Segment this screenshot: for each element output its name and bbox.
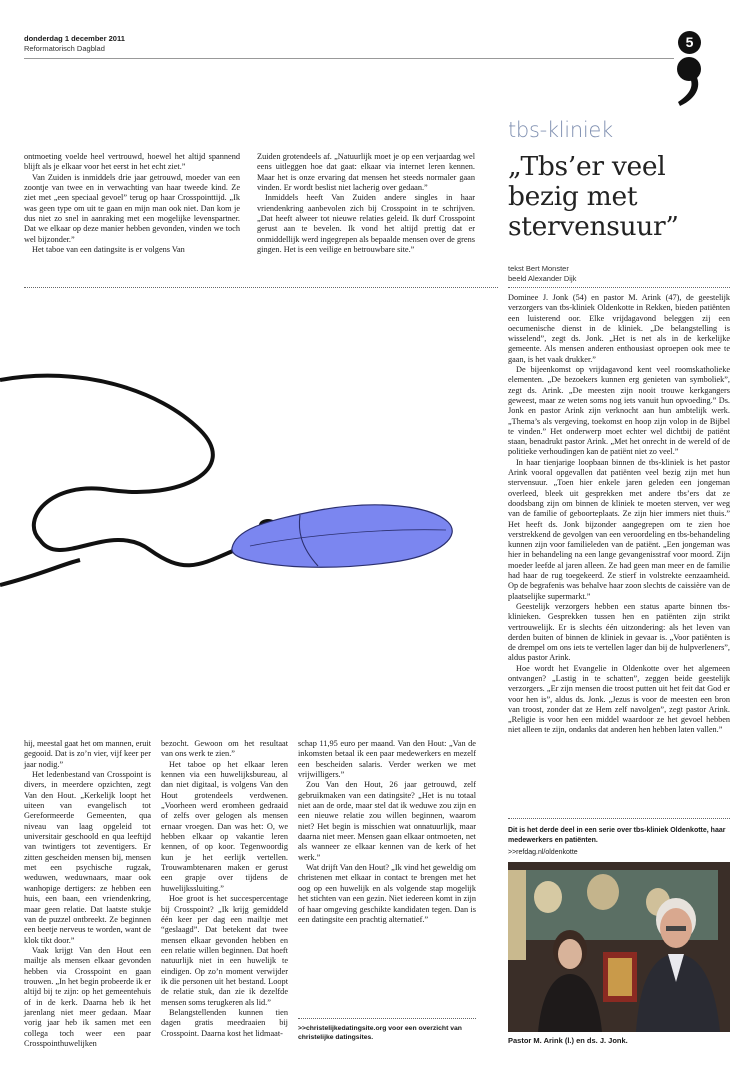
article-top-col-1	[24, 152, 240, 255]
series-link[interactable]: >>refdag.nl/oldenkotte	[508, 849, 578, 856]
sidebar-headline: „Tbs’er veel bezig met stervensuur”	[508, 151, 679, 242]
section-divider	[24, 287, 498, 288]
paragraph: Dominee J. Jonk (54) en pastor M. Arink (47), de geestelijk verzorgers van tbs-kliniek Oldenkotte in Rekken, bieden patiënten een luisterend oor. Elke vrijdagavond beleggen zij een oecumenische dienst in de kliniek. „De belangstelling is wisselend”, zegt ds. Jonk. „Het is net als in de kerkelijke gemeente. Als mensen anderen enthousiast oproepen ook mee te gaan, is het vaak drukker.”	[508, 293, 730, 364]
datingsite-link[interactable]: >>christelijkedatingsite.org voor een overzicht van christelijke datingsites.	[298, 1025, 462, 1041]
photo-illustration	[508, 862, 730, 1032]
paragraph: Zou Van den Hout, 26 jaar getrouwd, zelf gebruikmaken van een datingsite? „Het is nu totaal niet aan de orde, maar stel dat ik weduwe zou zijn en een nieuwe relatie zou willen beginnen, waarom niet? Het begin is misschien wat onnatuurlijk, maar daarna niet meer. Mensen gaan elkaar ontmoeten, net als wanneer ze elkaar kennen van de kerk of het werk.”	[298, 780, 476, 862]
comma-logo-icon	[672, 56, 706, 108]
credit-text: tekst Bert Monster	[508, 264, 569, 273]
paragraph: Wat drijft Van den Hout? „Ik vind het geweldig om christenen met elkaar in contact te brengen met het oog op een huwelijk en als volgende stap mogelijk het stichten van een gezin. Niet iedereen komt in zijn of haar omgeving geschikte kandidaten tegen. Dan is een datingsite een prachtig alternatief.”	[298, 863, 476, 924]
paragraph: Het taboe van een datingsite is er volgens Van	[32, 245, 185, 255]
sidebar-body	[508, 293, 730, 736]
sidebar-divider	[508, 287, 730, 288]
paragraph: Het taboe op het elkaar leren kennen via een huwelijksbureau, al dan niet digitaal, is volgens Van den Hout grotendeels verdwenen. „Voorheen werd eromheen gedraaid of zelfs over gelogen als mensen ernaar vroegen. Dan was het: O, we hebben elkaar op vakantie leren kennen, of op koor. Tegenwoordig kun je het eerlijk vertellen. Trouwambtenaren maken er gerust een grapje over tijdens de huwelijkssluiting.”	[161, 759, 288, 893]
paragraph: schap 11,95 euro per maand. Van den Hout: „Van de inkomsten betaal ik een paar medewerkers en mezelf een bescheiden salaris. Verder werken we met vrijwilligers.”	[298, 739, 476, 780]
paragraph: Geestelijk verzorgers hebben een status aparte binnen tbs-klinieken. Gesprekken tussen hen en patiënten zijn strikt vertrouwelijk. Er is slechts één uitzondering: als het leven van derden buiten of binnen de kliniek in gevaar is. „Voor patiënten is de drempel om ons iets te vertellen lager dan bij de hulpverleners”, aldus pastor Arink.	[508, 601, 730, 663]
article-top-col-2	[257, 152, 475, 255]
credit-photo: beeld Alexander Dijk	[508, 274, 577, 283]
series-divider	[508, 818, 730, 819]
issue-date: donderdag 1 december 2011	[24, 34, 125, 43]
computer-mouse-illustration	[0, 370, 500, 600]
series-note: Dit is het derde deel in een serie over tbs-kliniek Oldenkotte, haar medewerkers en patiënten.	[508, 827, 726, 844]
article-bottom-col-3	[298, 739, 476, 925]
paragraph: Hoe wordt het Evangelie in Oldenkotte over het algemeen ontvangen? „Lastig in te schatten”, zeggen beide geestelijk verzorgers. „Er zijn mensen die troost putten uit het feit dat God er voor hen is”, aldus ds. Jonk. „Jezus is voor de meesten een bron van troost, zonder dat ze Hem zelf navolgen”, zegt pastor Arink. „Religie is voor hen een middel waardoor ze het gevoel hebben niet alleen te zijn, ondanks dat anderen hen hebben laten vallen.”	[508, 663, 730, 735]
photo-caption: Pastor M. Arink (l.) en ds. J. Jonk.	[508, 1036, 628, 1045]
newspaper-name: Reformatorisch Dagblad	[24, 44, 105, 53]
article-bottom-col-1	[24, 739, 151, 1049]
photo-pastor-and-dominee	[508, 862, 730, 1032]
paragraph: hij, meestal gaat het om mannen, eruit gegooid. Dat is zo’n vier, vijf keer per jaar nodig.”	[24, 739, 151, 769]
sidebar-kicker: tbs-kliniek	[508, 118, 613, 142]
paragraph: bezocht. Gewoon om het resultaat van ons werk te zien.”	[161, 739, 288, 759]
paragraph: In haar tienjarige loopbaan binnen de tbs-kliniek is het pastor Arink vooral opgevallen dat patiënten veel bezig zijn met hun stervensuur. „Toen hier enkele jaren geleden een jongeman overleed, bleek uit gesprekken met andere tbs’ers dat ze doodsbang zijn om binnen de kliniek te moeten sterven, ver weg van de familie of geboorteplaats. Ze zijn hier immers niet thuis.” Het heeft ds. Jonk bijzonder aangegrepen om te zien hoe verstrekkend de gevolgen van een veroordeling en tbs-behandeling kunnen zijn voor familieleden van de patiënt. „Een jongeman was hier in behandeling na een lange gevangenisstraf voor moord. Zijn moeder leefde al jaren alleen. Ze had geen man meer en de familie had haar de rug toegekeerd. Ze stierf in volstrekte eenzaamheid. Op de begrafenis was behalve haar zoon slechts de caissière van de plaatselijke supermarkt.”	[508, 457, 730, 601]
paragraph: De bijeenkomst op vrijdagavond kent veel roomskatholieke elementen. „De bezoekers kunnen erg genieten van symboliek”, zegt ds. Arink. „De meesten zijn nooit trouwe kerkgangers geweest, maar ze weten soms nog iets vanuit hun opvoeding.” Ds. Jonk en pastor Arink zijn verknocht aan hun ambtelijk werk. „Thema’s als vergeving, toekomst en hoop zijn volop in de Bijbel te vinden.” Het onderwerp moet echter wel dichtbij de patiënt staan, benadrukt pastor Arink. „Met het onrecht in de wereld of de politieke verhoudingen kan de patiënt niet zo veel.”	[508, 365, 730, 457]
paragraph: Belangstellenden kunnen tien dagen gratis meedraaien bij Crosspoint. Daarna kost het lidmaat-	[161, 1007, 288, 1038]
paragraph: Van Zuiden is inmiddels drie jaar getrouwd, moeder van een zoontje van twee en in verwachting van haar tweede kind. Ze ziet met „een speciaal gevoel” terug op haar Crosspointtijd. „Ik was geen type om uit te gaan en mijn man ook niet. Dan kom je dus niet zo snel in aanraking met een mogelijke levenspartner. Dat we elkaar op deze manier hebben gevonden, vinden we toch wel bijzonder.”	[24, 172, 240, 244]
paragraph: Zuiden grotendeels af. „Natuurlijk moet je op een verjaardag wel eens uitleggen hoe dat gaat: elkaar via internet leren kennen. Maar het is onze ervaring dat mensen het steeds normaler gaan vinden. Er wordt beslist niet lacherig over gedaan.”	[257, 152, 475, 193]
paragraph: Het ledenbestand van Crosspoint is divers, in meerdere opzichten, zegt Van den Hout. „Kerkelijk loopt het uiteen van evangelisch tot Gereformeerde Gemeenten, qua niveau van laag opgeleid tot universitair geschoold en qua leeftijd van twintigers tot zeventigers. Er zitten gescheiden mensen bij, mensen met een psychische rugzak, weduwen, weduwnaars, maar ook wanhopige dertigers: ze hebben een huis, een baan, een vriendenkring, maar geen relatie. Dat laatste stukje van de puzzel ontbreekt. Ze beginnen een beetje nerveus te worden, want de klok tikt door.”	[24, 770, 151, 945]
header-rule	[24, 58, 674, 59]
paragraph: Vaak krijgt Van den Hout een mailtje als mensen elkaar gevonden hebben via Crosspoint en gaan trouwen. „In het begin probeerde ik er altijd bij te zijn: op het gemeentehuis of in de kerk. Daarna heb ik het jarenlang niet meer gedaan. Maar vorig jaar heb ik samen met een collega toch weer een paar Crosspointhuwelijken	[24, 945, 151, 1048]
link-divider	[298, 1018, 476, 1019]
page-number: 5	[678, 31, 701, 54]
paragraph: ontmoeting voelde heel vertrouwd, hoewel het altijd spannend blijft als je elkaar voor het eerst in het echt ziet.”	[24, 152, 240, 172]
article-bottom-col-2	[161, 739, 288, 1039]
paragraph: Inmiddels heeft Van Zuiden andere singles in haar vriendenkring aanbevolen zich bij Crosspoint in te schrijven. „Dat heeft alweer tot nieuwe relaties geleid. Ik durf Crosspoint gerust aan te bevelen. Ik vond het altijd prettig dat er onmiddellijk werd ingegrepen als bepaalde mensen over de grens gingen. Het is een veilige en betrouwbare site.”	[257, 193, 475, 255]
paragraph: Hoe groot is het succespercentage bij Crosspoint? „Ik krijg gemiddeld één keer per dag een mailtje met “geslaagd”. Dat betekent dat twee mensen elkaar gevonden hebben en een relatie willen beginnen. Dat hoeft natuurlijk niet in een huwelijk te eindigen. Op zo’n moment verwijder ik die personen uit het bestand. Loopt de relatie stuk, dan zie ik dezelfde mensen soms terugkeren als lid.”	[161, 894, 288, 1007]
